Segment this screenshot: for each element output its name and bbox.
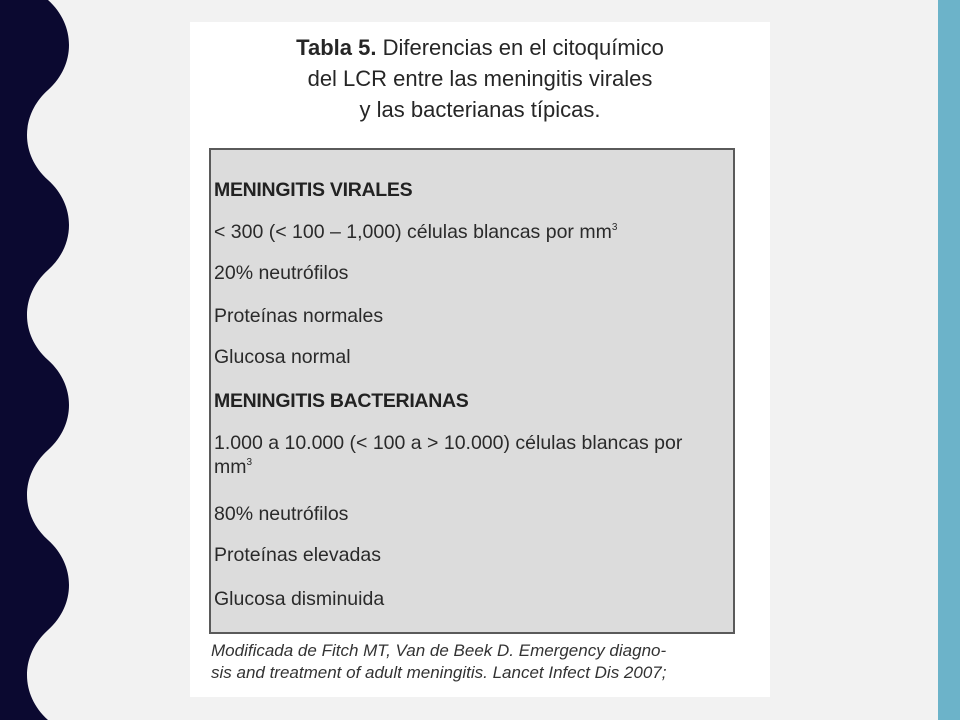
viral-glucose: Glucosa normal [214,346,351,368]
table-caption [211,640,751,684]
title-line-3: y las bacterianas típicas. [359,97,601,122]
viral-heading: MENINGITIS VIRALES [214,179,413,201]
bacterial-cells: 1.000 a 10.000 (< 100 a > 10.000) células blancas por $mm^3$ [214,432,683,478]
title-line-1: Tabla 5. Diferencias en el citoquímico [296,35,664,60]
bacterial-proteins: Proteínas elevadas [214,544,381,566]
table-card [190,22,770,697]
caption-line-1: Modificada de Fitch MT, Van de Beek D. Emergency diagno- [211,641,667,660]
viral-proteins: Proteínas normales [214,305,384,327]
comparison-box [209,148,735,634]
bacterial-heading: MENINGITIS BACTERIANAS [214,390,469,412]
caption-line-2: sis and treatment of adult meningitis. Lancet Infect Dis 2007; [211,663,667,682]
title-line-2: del LCR entre las meningitis virales [307,66,653,91]
accent-bar [938,0,960,720]
viral-neutrophils: 20% neutrófilos [214,262,349,284]
viral-cells: < 300 (< 100 – 1,000) células blancas por $mm^3$ [214,221,618,243]
wavy-border-decoration [0,0,90,720]
bacterial-glucose: Glucosa disminuida [214,588,385,610]
table-title [190,32,770,125]
title-label: Tabla 5. [296,35,377,60]
bacterial-neutrophils: 80% neutrófilos [214,503,349,525]
